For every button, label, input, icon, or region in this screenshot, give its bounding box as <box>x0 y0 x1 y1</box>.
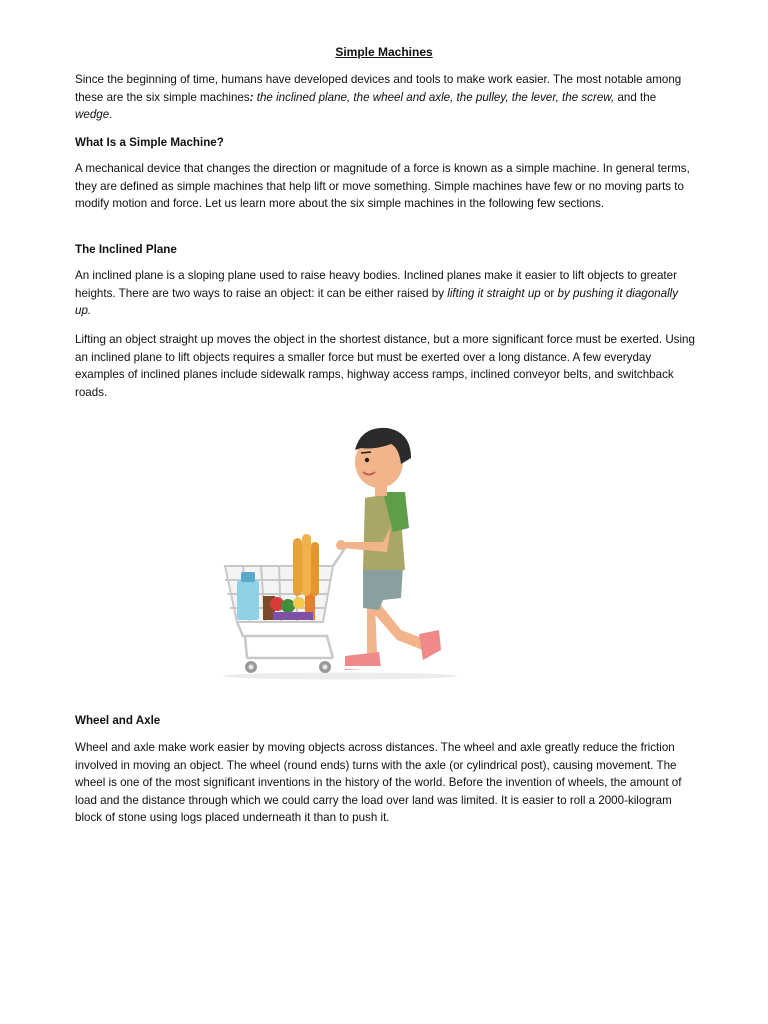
boy-pushing-shopping-cart-illustration <box>215 420 465 685</box>
heading-inclined-plane: The Inclined Plane <box>75 243 177 256</box>
intro-and-the: and the <box>614 90 657 104</box>
document-title: Simple Machines <box>335 45 433 59</box>
paragraph-wheel-and-axle: Wheel and axle make work easier by moving objects across distances. The wheel and axle greatly reduce the friction involved in moving an object. The wheel (round ends) turns with the axle (or cylindrical post), causing movement. The wheel is one of the most significant inventions in the history of the world. Before the invention of wheels, the amount of load and the distance through which we could carry the load over land was limited. It is easier to roll a 2000-kilogram block of stone using logs placed underneath it than to push it. <box>75 741 682 825</box>
intro-wedge: wedge <box>75 108 110 122</box>
paragraph-inclined-plane-2: Lifting an object straight up moves the object in the shortest distance, but a more significant force must be exerted. Using an inclined plane to lift objects requires a smaller force but must be exerted over a long distance. A few everyday examples of inclined planes include sidewalk ramps, highway access ramps, inclined conveyor belts, and switchback roads. <box>75 333 695 399</box>
heading-wheel-and-axle: Wheel and Axle <box>75 714 161 727</box>
heading-what-is-simple-machine: What Is a Simple Machine? <box>75 136 224 149</box>
inclined-italic-2: by pushing it diagonally up. <box>75 286 679 318</box>
intro-text: Since the beginning of time, humans have developed devices and tools to make work easier. The most notable among these are the six simple machines <box>75 73 682 104</box>
intro-colon: : <box>249 90 254 104</box>
intro-machine-list: the inclined plane, the wheel and axle, the pulley, the lever, the screw, <box>253 90 615 104</box>
inclined-text-2: or <box>540 286 558 300</box>
intro-paragraph <box>75 71 695 124</box>
paragraph-inclined-plane-1 <box>75 267 695 320</box>
inclined-text-1: An inclined plane is a sloping plane used to raise heavy bodies. Inclined planes make it easier to lift objects to greater heights. There are two ways to raise an object: it can be either raised by <box>75 269 677 300</box>
intro-period: . <box>109 108 113 122</box>
paragraph-what-is-simple-machine: A mechanical device that changes the direction or magnitude of a force is known as a simple machine. In general terms, they are defined as simple machines that help lift or move something. Simple machines have few or no moving parts to modify motion and force. Let us learn more about the six simple machines in the following few sections. <box>75 162 690 211</box>
inclined-italic-1: lifting it straight up <box>447 286 541 300</box>
